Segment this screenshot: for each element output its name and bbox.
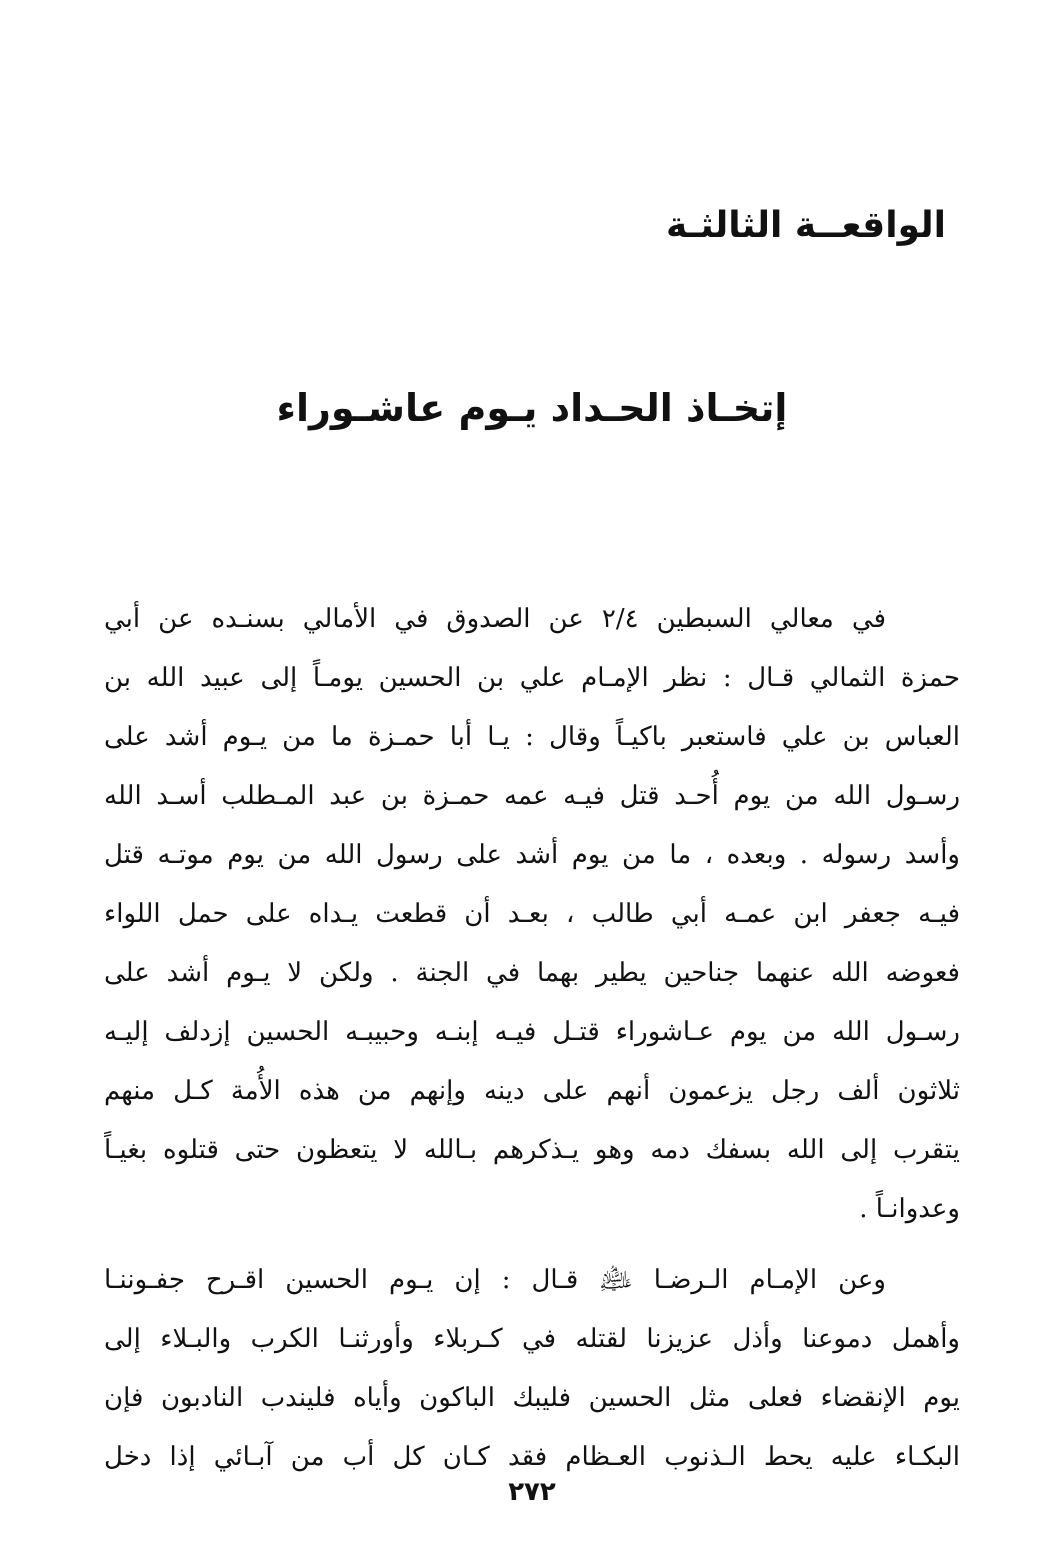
paragraph-spacer xyxy=(104,1239,960,1251)
text-line: ثلاثون ألف رجل يزعمون أنهم على دينه وإنهم من هذه الأُمة كـل منهم xyxy=(104,1076,960,1106)
chapter-title: إتخـاذ الحـداد يـوم عاشـوراء xyxy=(276,386,788,430)
page-number: ٢٧٢ xyxy=(508,1477,556,1507)
text-line: وأسد رسوله . وبعده ، ما من يوم أشد على رسول الله من يوم موتـه قتل xyxy=(104,840,960,870)
text-line: فعوضه الله عنهما جناحين يطير بهما في الجنة . ولكن لا يـوم أشد على xyxy=(104,958,960,988)
text-line: يتقرب إلى الله بسفك دمه وهو يـذكرهم بـالله لا يتعظون حتى قتلوه بغيـاً xyxy=(104,1135,960,1165)
section-label: الواقعــة الثالثـة xyxy=(665,205,946,246)
text-line: العباس بن علي فاستعبر باكيـاً وقال : يـا أبا حمـزة ما من يـوم أشد على xyxy=(104,722,960,752)
body-text xyxy=(104,590,960,1487)
text-line: يوم الإنقضاء فعلى مثل الحسين فليبك الباكون وأياه فليندب النادبون فإن xyxy=(104,1383,960,1413)
text-line: رسـول الله من يوم عـاشوراء قتـل فيـه إبنـه وحبيبـه الحسين إزدلف إليـه xyxy=(104,1017,960,1047)
text-line: في معالي السبطين ٢/٤ عن الصدوق في الأمالي بسنـده عن أبي xyxy=(104,604,887,634)
paragraph-1 xyxy=(104,590,960,1239)
text-line: حمزة الثمالي قـال : نظر الإمـام علي بن الحسين يومـاً إلى عبيد الله بن xyxy=(104,663,960,693)
text-line: وعدوانـاً . xyxy=(859,1194,960,1224)
text-line: البكـاء عليه يحط الـذنوب العـظام فقد كـان كل أب من آبـائي إذا دخل xyxy=(104,1442,960,1472)
text-line: فيـه جعفر ابن عمـه أبي طالب ، بعـد أن قطعت يـداه على حمل اللواء xyxy=(104,899,960,929)
text-line: وعن الإمـام الـرضـا ﵇ قـال : إن يـوم الحسين اقـرح جفـوننـا xyxy=(104,1265,886,1295)
paragraph-2 xyxy=(104,1251,960,1487)
text-line: وأهمل دموعنا وأذل عزيزنا لقتله في كـربلاء وأورثنـا الكرب والبـلاء إلى xyxy=(104,1324,960,1354)
text-line: رسـول الله من يوم أُحـد قتل فيـه عمه حمـزة بن عبد المـطلب أسـد الله xyxy=(104,781,960,811)
